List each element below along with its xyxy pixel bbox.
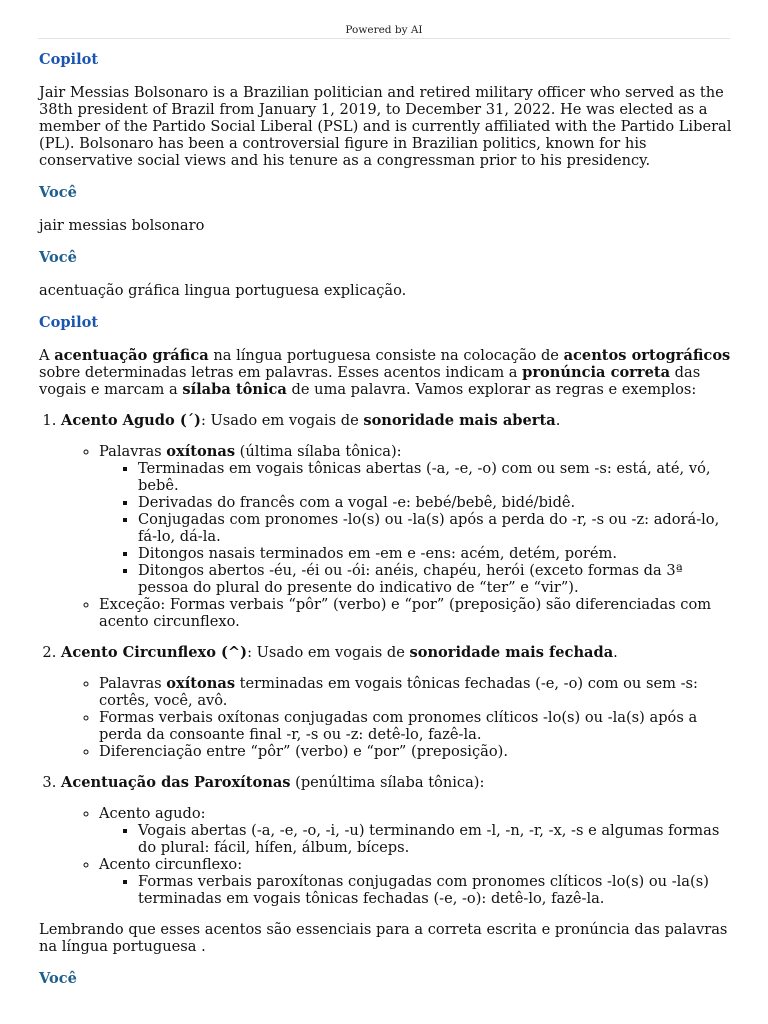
bold-term: acentuação gráfica xyxy=(54,347,209,364)
text: . xyxy=(613,644,618,661)
closing-paragraph: Lembrando que esses acentos são essenciais para a correta escrita e pronúncia das palavras na língua portuguesa . xyxy=(39,921,728,955)
rule-heading xyxy=(61,644,732,661)
sub-item: ◦ Diferenciação entre “pôr” (verbo) e “por” (preposição). xyxy=(99,743,732,760)
example-item: ▪ Formas verbais paroxítonas conjugadas com pronomes clíticos -lo(s) ou -la(s) terminadas em vogais tônicas fechadas (-e, -o): detê-lo, fazê-la. xyxy=(138,873,732,907)
rule-title: Acentuação das Paroxítonas xyxy=(61,774,291,791)
sub-item xyxy=(99,805,732,856)
rules-list xyxy=(39,412,732,907)
message-text: Jair Messias Bolsonaro is a Brazilian politician and retired military officer who served as the 38th president of Brazil from January 1, 2019, to December 31, 2022. He was elected as a member of the Partido Social Liberal (PSL) and is currently affiliated with the Partido Liberal (PL). Bolsonaro has been a controversial figure in Brazilian politics, known for his conservative social views and his tenure as a congressman prior to his presidency. xyxy=(39,84,732,169)
text: Palavras xyxy=(99,675,167,692)
sub-list xyxy=(61,675,732,760)
bold-term: oxítonas xyxy=(166,443,236,460)
speaker-label: Você xyxy=(39,970,77,987)
sub-item: ◦ Exceção: Formas verbais “pôr” (verbo) e “por” (preposição) são diferenciadas com acento circunflexo. xyxy=(99,596,732,630)
speaker-label: Você xyxy=(39,184,77,201)
sub-item xyxy=(99,856,732,907)
intro-paragraph xyxy=(39,347,732,398)
bold-term: sonoridade mais fechada xyxy=(409,644,614,661)
example-item: ▪ Terminadas em vogais tônicas abertas (-a, -e, -o) com ou sem -s: está, até, vó, bebê. xyxy=(138,460,732,494)
example-item: ▪ Conjugadas com pronomes -lo(s) ou -la(s) após a perda do -r, -s ou -z: adorá-lo, fá-lo, dá-la. xyxy=(138,511,732,545)
example-item: ▪ Derivadas do francês com a vogal -e: bebé/bebê, bidé/bidê. xyxy=(138,494,732,511)
sub-list xyxy=(61,443,732,630)
text: : Usado em vogais de xyxy=(247,644,410,661)
rule-title: Acento Circunflexo (^) xyxy=(61,644,248,661)
message-text: acentuação gráfica lingua portuguesa explicação. xyxy=(39,282,407,299)
sub-item xyxy=(99,675,732,709)
message-text: jair messias bolsonaro xyxy=(39,217,205,234)
example-item: ▪ Ditongos nasais terminados em -em e -ens: acém, detém, porém. xyxy=(138,545,732,562)
bold-term: acentos ortográficos xyxy=(563,347,731,364)
page-header: Powered by AI xyxy=(38,22,730,39)
rule-item xyxy=(61,412,732,630)
text: (penúltima sílaba tônica): xyxy=(290,774,485,791)
rule-heading xyxy=(61,774,732,791)
sub-list xyxy=(61,805,732,907)
example-item: ▪ Vogais abertas (-a, -e, -o, -i, -u) terminando em -l, -n, -r, -x, -s e algumas formas do plural: fácil, hífen, álbum, bíceps. xyxy=(138,822,732,856)
bold-term: pronúncia correta xyxy=(522,364,671,381)
sub-item: ◦ Formas verbais oxítonas conjugadas com pronomes clíticos -lo(s) ou -la(s) após a perda da consoante final -r, -s ou -z: detê-lo, fazê-la. xyxy=(99,709,732,743)
text: terminadas em vogais tônicas fechadas (-e, -o) com ou sem -s: cortês, você, avô. xyxy=(99,675,698,709)
text: . xyxy=(555,412,561,429)
chat-transcript xyxy=(39,50,732,1003)
bold-term: oxítonas xyxy=(166,675,236,692)
text: Palavras xyxy=(99,443,167,460)
text: das vogais e marcam a xyxy=(39,364,701,398)
text: de uma palavra. Vamos explorar as regras e exemplos: xyxy=(286,381,697,398)
sub-item xyxy=(99,443,732,596)
rule-heading xyxy=(61,412,732,429)
text: na língua portuguesa consiste na colocação de xyxy=(208,347,564,364)
speaker-label: Copilot xyxy=(39,314,99,331)
text: : Usado em vogais de xyxy=(200,412,364,429)
text: sobre determinadas letras em palavras. Esses acentos indicam a xyxy=(39,364,523,381)
example-item: ▪ Ditongos abertos -éu, -éi ou -ói: anéis, chapéu, herói (exceto formas da 3ª pessoa do plural do presente do indicativo de “ter” e “vir”). xyxy=(138,562,732,596)
speaker-label: Copilot xyxy=(39,51,99,68)
text: Acento circunflexo: xyxy=(99,856,243,873)
bold-term: sonoridade mais aberta xyxy=(363,412,556,429)
example-list xyxy=(99,873,732,907)
rule-title: Acento Agudo (´) xyxy=(61,412,201,429)
speaker-label: Você xyxy=(39,249,77,266)
rule-item xyxy=(61,644,732,760)
rule-item xyxy=(61,774,732,907)
text: A xyxy=(39,347,55,364)
text: (última sílaba tônica): xyxy=(235,443,402,460)
bold-term: sílaba tônica xyxy=(182,381,287,398)
example-list xyxy=(99,822,732,856)
example-list xyxy=(99,460,732,596)
text: Acento agudo: xyxy=(99,805,206,822)
